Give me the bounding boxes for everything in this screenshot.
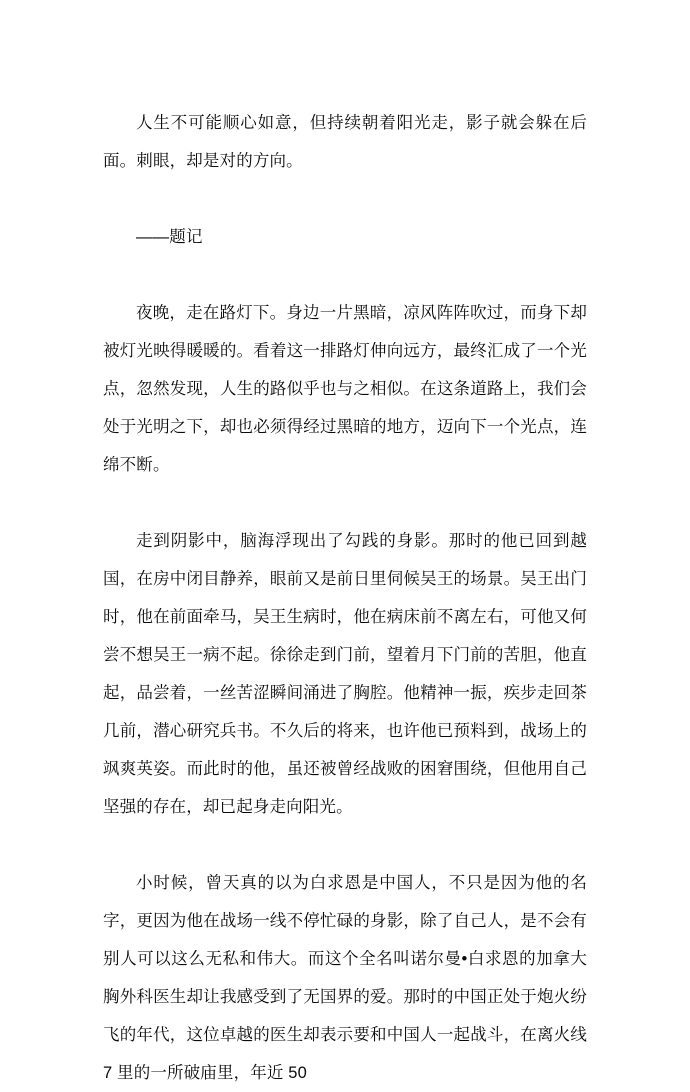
document-text-body bbox=[103, 104, 587, 1092]
paragraph-body-2: 走到阴影中，脑海浮现出了勾践的身影。那时的他已回到越国，在房中闭目静养，眼前又是前日里伺候吴王的场景。吴王出门时，他在前面牵马，吴王生病时，他在病床前不离左右，可他又何尝不想吴王一病不起。徐徐走到门前，望着月下门前的苦胆，他直起，品尝着，一丝苦涩瞬间涌进了胸腔。他精神一振，疾步走回茶几前，潜心研究兵书。不久后的将来，也许他已预料到，战场上的飒爽英姿。而此时的他，虽还被曾经战败的困窘围绕，但他用自己坚强的存在，却已起身走向阳光。 bbox=[103, 532, 587, 816]
paragraph-epigraph: 人生不可能顺心如意，但持续朝着阳光走，影子就会躲在后面。刺眼，却是对的方向。 bbox=[103, 114, 587, 170]
paragraph-body-1: 夜晚，走在路灯下。身边一片黑暗，凉风阵阵吹过，而身下却被灯光映得暖暖的。看着这一排路灯伸向远方，最终汇成了一个光点，忽然发现，人生的路似乎也与之相似。在这条道路上，我们会处于光明之下，却也必须得经过黑暗的地方，迈向下一个光点，连绵不断。 bbox=[103, 304, 587, 474]
paragraph-body-3: 小时候，曾天真的以为白求恩是中国人，不只是因为他的名字，更因为他在战场一线不停忙碌的身影，除了自己人，是不会有别人可以这么无私和伟大。而这个全名叫诺尔曼•白求恩的加拿大胸外科医生却让我感受到了无国界的爱。那时的中国正处于炮火纷飞的年代，这位卓越的医生却表示要和中国人一起战斗，在离火线 7 里的一所破庙里，年近 50 bbox=[103, 874, 587, 1082]
paragraph-attribution: ——题记 bbox=[136, 228, 203, 246]
